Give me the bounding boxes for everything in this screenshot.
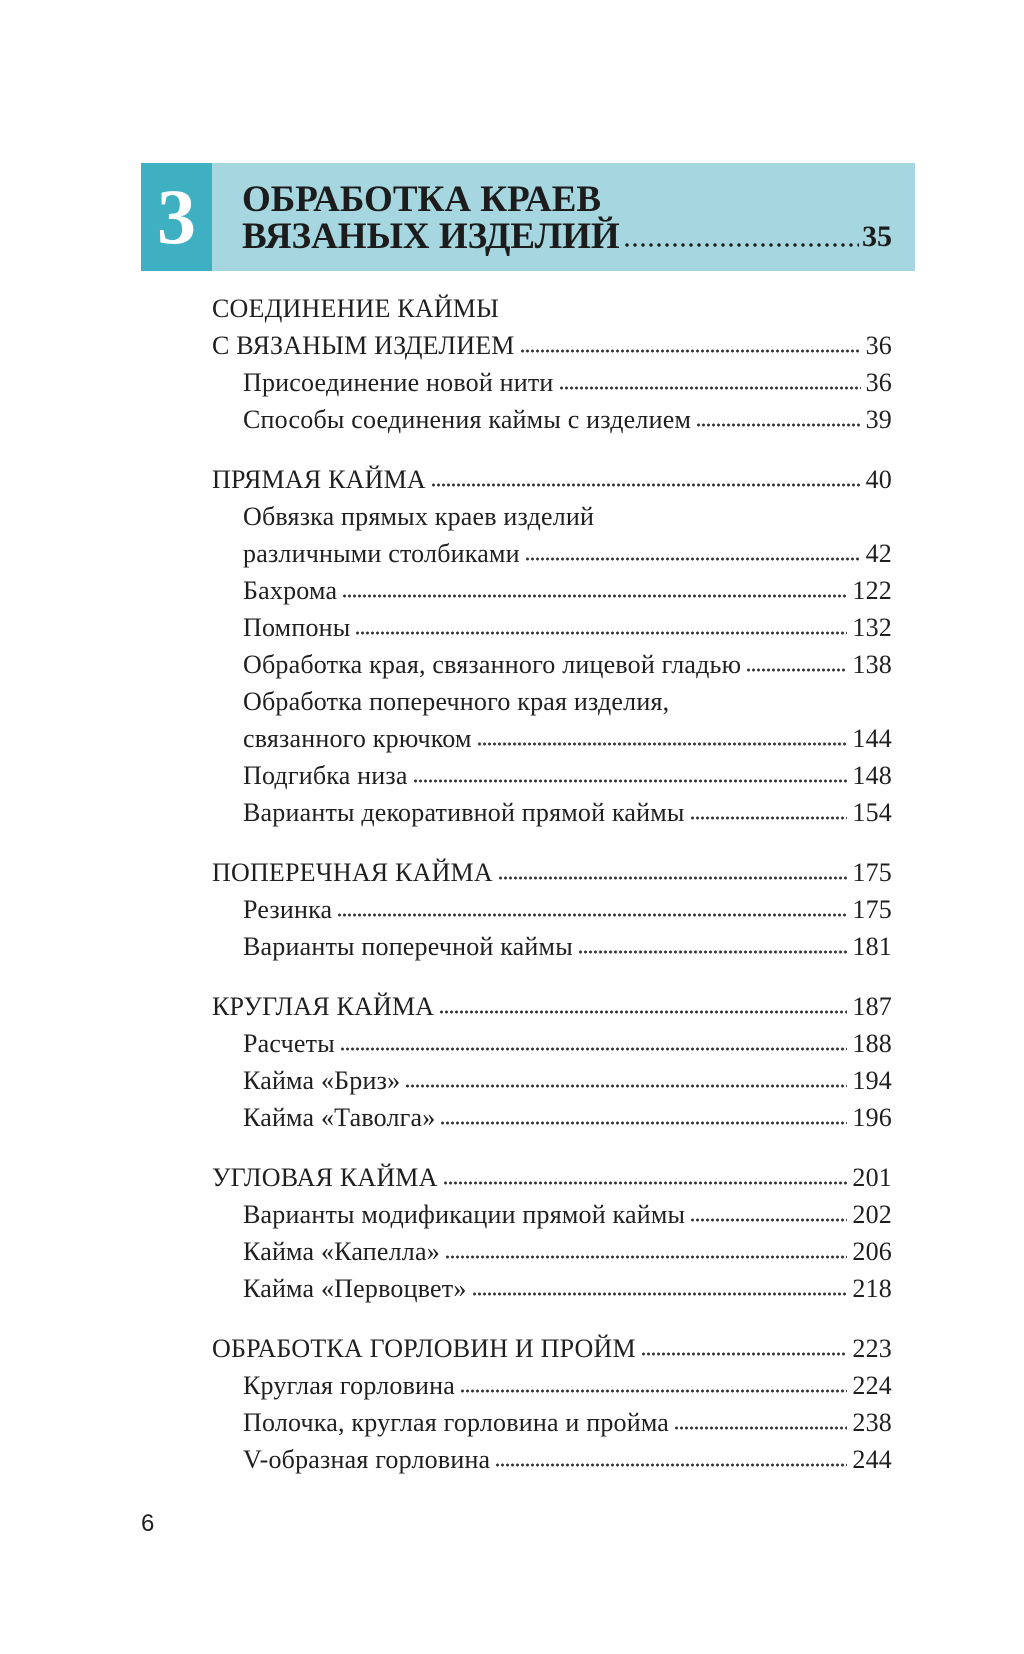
entry-row	[212, 327, 892, 364]
dot-leader	[439, 1009, 847, 1015]
entry-title: Резинка	[243, 895, 333, 924]
entry-page: 238	[852, 1408, 892, 1437]
entry-page: 187	[852, 992, 892, 1021]
chapter-number: 3	[141, 163, 212, 271]
chapter-banner	[141, 163, 915, 271]
dot-leader	[355, 630, 847, 636]
toc-subentry[interactable]	[212, 1270, 892, 1307]
entry-row	[243, 646, 892, 683]
dot-leader	[413, 778, 848, 784]
entry-page: 138	[852, 650, 892, 679]
dot-leader	[623, 241, 859, 249]
entry-page: 148	[852, 761, 892, 790]
dot-leader	[431, 482, 861, 488]
entry-title: Кайма «Таволга»	[243, 1103, 436, 1132]
entry-title: Расчеты	[243, 1029, 335, 1058]
table-of-contents	[212, 290, 892, 1501]
entry-page: 40	[865, 465, 892, 494]
dot-leader	[746, 667, 847, 673]
entry-page: 196	[852, 1103, 892, 1132]
entry-title: Кайма «Капелла»	[243, 1237, 440, 1266]
entry-title: ОБРАБОТКА ГОРЛОВИН И ПРОЙМ	[212, 1334, 636, 1363]
dot-leader	[495, 1462, 847, 1468]
entry-page: 188	[852, 1029, 892, 1058]
dot-leader	[641, 1351, 848, 1357]
entry-title: ПОПЕРЕЧНАЯ КАЙМА	[212, 858, 493, 887]
toc-subentry[interactable]	[212, 498, 892, 572]
toc-section-heading[interactable]	[212, 290, 892, 364]
entry-row	[212, 854, 892, 891]
dot-leader	[445, 1254, 847, 1260]
toc-section-heading[interactable]	[212, 1330, 892, 1367]
toc-subentry[interactable]	[212, 364, 892, 401]
entry-row	[243, 1233, 892, 1270]
toc-subentry[interactable]	[212, 1441, 892, 1478]
entry-page: 223	[852, 1334, 892, 1363]
entry-row	[243, 364, 892, 401]
page-number: 6	[141, 1510, 155, 1537]
dot-leader	[460, 1388, 847, 1394]
chapter-title[interactable]	[242, 181, 892, 255]
entry-page: 39	[865, 405, 892, 434]
entry-title: Обработка края, связанного лицевой гладью	[243, 650, 742, 679]
entry-page: 194	[852, 1066, 892, 1095]
entry-page: 122	[852, 576, 892, 605]
dot-leader	[342, 593, 847, 599]
toc-subentry[interactable]	[212, 1367, 892, 1404]
toc-section-heading[interactable]	[212, 988, 892, 1025]
entry-page: 154	[852, 798, 892, 827]
entry-title: Бахрома	[243, 576, 338, 605]
entry-title: Полочка, круглая горловина и пройма	[243, 1408, 670, 1437]
entry-page: 144	[852, 724, 892, 753]
entry-row	[243, 1196, 892, 1233]
entry-row	[243, 572, 892, 609]
toc-subentry[interactable]	[212, 928, 892, 965]
entry-title: Варианты декоративной прямой каймы	[243, 798, 685, 827]
toc-section-heading[interactable]	[212, 854, 892, 891]
entry-title: Кайма «Бриз»	[243, 1066, 401, 1095]
toc-subentry[interactable]	[212, 1233, 892, 1270]
dot-leader	[443, 1180, 848, 1186]
entry-row	[243, 1404, 892, 1441]
toc-subentry[interactable]	[212, 401, 892, 438]
entry-title: Присоединение новой нити	[243, 368, 554, 397]
dot-leader	[559, 385, 861, 391]
entry-page: 36	[865, 368, 892, 397]
entry-page: 181	[852, 932, 892, 961]
toc-subentry[interactable]	[212, 1404, 892, 1441]
entry-row	[243, 1062, 892, 1099]
toc-subentry[interactable]	[212, 1062, 892, 1099]
entry-title: различными столбиками	[243, 539, 520, 568]
toc-section	[212, 854, 892, 965]
entry-row	[243, 891, 892, 928]
entry-page: 206	[852, 1237, 892, 1266]
entry-page: 36	[865, 331, 892, 360]
entry-row	[243, 1441, 892, 1478]
dot-leader	[340, 1046, 848, 1052]
entry-title: УГЛОВАЯ КАЙМА	[212, 1163, 438, 1192]
entry-title: V-образная горловина	[243, 1445, 491, 1474]
toc-section	[212, 1159, 892, 1307]
entry-title-line1: Обвязка прямых краев изделий	[243, 502, 595, 531]
dot-leader	[498, 875, 848, 881]
toc-section	[212, 290, 892, 438]
toc-subentry[interactable]	[212, 609, 892, 646]
entry-page: 175	[852, 895, 892, 924]
entry-title: Варианты модификации прямой каймы	[243, 1200, 686, 1229]
entry-page: 224	[852, 1371, 892, 1400]
dot-leader	[696, 422, 860, 428]
entry-row	[243, 1025, 892, 1062]
entry-row	[243, 757, 892, 794]
entry-title-line1: Обработка поперечного края изделия,	[243, 687, 670, 716]
dot-leader	[690, 1217, 847, 1223]
toc-section	[212, 1330, 892, 1478]
dot-leader	[674, 1425, 847, 1431]
entry-page: 244	[852, 1445, 892, 1474]
entry-title: Кайма «Первоцвет»	[243, 1274, 467, 1303]
chapter-title-line2: ВЯЗАНЫХ ИЗДЕЛИЙ	[242, 216, 620, 257]
toc-subentry[interactable]	[212, 1196, 892, 1233]
toc-subentry[interactable]	[212, 794, 892, 831]
entry-row	[243, 928, 892, 965]
toc-section	[212, 988, 892, 1136]
entry-title: С ВЯЗАНЫМ ИЗДЕЛИЕМ	[212, 331, 515, 360]
dot-leader	[520, 348, 861, 354]
entry-row	[243, 609, 892, 646]
dot-leader	[525, 556, 861, 562]
entry-page: 201	[852, 1163, 892, 1192]
entry-title: КРУГЛАЯ КАЙМА	[212, 992, 435, 1021]
entry-row	[212, 988, 892, 1025]
entry-row	[212, 1330, 892, 1367]
toc-section-heading[interactable]	[212, 1159, 892, 1196]
entry-row	[243, 1367, 892, 1404]
dot-leader	[440, 1120, 847, 1126]
entry-title: Круглая горловина	[243, 1371, 456, 1400]
entry-row	[243, 1270, 892, 1307]
entry-row	[212, 461, 892, 498]
entry-row	[243, 794, 892, 831]
entry-page: 132	[852, 613, 892, 642]
entry-title: Подгибка низа	[243, 761, 408, 790]
toc-subentry[interactable]	[212, 572, 892, 609]
dot-leader	[690, 815, 848, 821]
entry-title-line1: СОЕДИНЕНИЕ КАЙМЫ	[212, 294, 499, 323]
dot-leader	[472, 1291, 848, 1297]
entry-page: 42	[865, 539, 892, 568]
dot-leader	[337, 912, 847, 918]
toc-subentry[interactable]	[212, 1099, 892, 1136]
toc-subentry[interactable]	[212, 1025, 892, 1062]
dot-leader	[578, 949, 848, 955]
chapter-title-line1: ОБРАБОТКА КРАЕВ	[242, 179, 602, 220]
entry-title: Варианты поперечной каймы	[243, 932, 573, 961]
toc-subentry[interactable]	[212, 757, 892, 794]
toc-section-heading[interactable]	[212, 461, 892, 498]
entry-row	[243, 401, 892, 438]
dot-leader	[477, 741, 848, 747]
entry-page: 175	[852, 858, 892, 887]
dot-leader	[405, 1083, 847, 1089]
chapter-page: 35	[862, 220, 892, 253]
entry-title: Способы соединения каймы с изделием	[243, 405, 692, 434]
entry-row	[243, 720, 892, 757]
toc-subentry[interactable]	[212, 683, 892, 757]
entry-title: связанного крючком	[243, 724, 472, 753]
entry-row	[212, 1159, 892, 1196]
entry-row	[243, 535, 892, 572]
entry-row	[243, 1099, 892, 1136]
entry-title: ПРЯМАЯ КАЙМА	[212, 465, 426, 494]
toc-subentry[interactable]	[212, 646, 892, 683]
toc-section	[212, 461, 892, 831]
entry-title: Помпоны	[243, 613, 351, 642]
entry-page: 202	[852, 1200, 892, 1229]
toc-subentry[interactable]	[212, 891, 892, 928]
entry-page: 218	[852, 1274, 892, 1303]
